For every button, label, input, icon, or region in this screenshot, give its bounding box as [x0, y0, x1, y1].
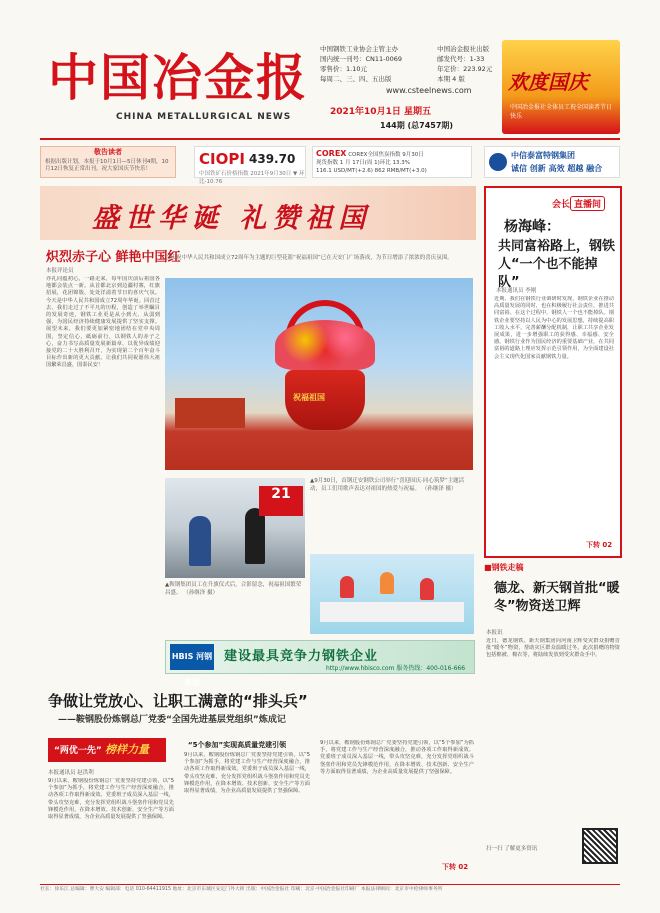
ceremony-photo[interactable]	[165, 478, 305, 578]
hbis-url: http://www.hbisco.com 服务热线：400-016-666	[326, 665, 466, 672]
feature-byline: 本报通讯员 李刚	[496, 288, 537, 294]
second-story-byline: 本报通讯员 赵洪利	[48, 770, 94, 776]
lead-body: 亦礼同蕴初心，一路走来，每年国庆前后祖国各地都会装点一新。从首都北京到边疆村寨，红旗招展，花团锦簇，处处洋溢着节日的喜庆气氛。今天是中华人民共和国成立72周年华诞。回首过去，我们走过了不平凡的历程，创造了举世瞩目的发展奇迹，钢铁工业更是从小到大、从弱到强，为国民经济持续健康发展提供了坚实支撑。展望未来，我们要更加紧密地团结在党中央周围，坚定信心，砥砺前行，以钢铁人的赤子之心，奋力书写高质量发展新篇章，以优异成绩迎接党的二十大胜利召开，为实现第二个百年奋斗目标作出新的更大贡献。让我们共同祝愿伟大祖国繁荣昌盛，国泰民安！	[46, 276, 160, 369]
ciopi-index-box[interactable]	[194, 146, 306, 185]
masthead-subtitle: CHINA METALLURGICAL NEWS	[116, 112, 292, 122]
issue-date: 2021年10月1日 星期五	[330, 107, 431, 117]
flower-basket	[275, 300, 375, 450]
lead-headline[interactable]: 炽烈赤子心 鲜艳中国红	[46, 250, 181, 265]
masthead-rule	[40, 138, 620, 140]
info-item: 国内统一刊号：CN11-0069	[320, 55, 403, 63]
notice-title: 敬告读者	[94, 148, 122, 156]
award-tag-label: “两优一先”	[54, 746, 102, 756]
basket-vase: 祝福祖国	[285, 370, 365, 430]
reader-notice	[40, 146, 176, 178]
citic-motto: 诚信 创新 高效 超越 融合	[511, 164, 603, 173]
footer-info: 社长：徐乐江 总编辑：曹大安 编辑部：电话 010-64411915 地址：北京市东城区安定门外大街 出版：中国冶金报社 印刷：北京·中国冶金报社印刷厂 本报法律顾问：北京市中伦律师事务所	[40, 884, 620, 894]
ciopi-label: 中国铁矿石价格指数 2021年9月30日 ▼ 环比-10.76	[199, 171, 305, 185]
feature-title: 共同富裕路上，钢铁人“一个也不能掉队”	[498, 239, 616, 290]
hbis-logo: HBIS 河钢集团	[170, 644, 214, 670]
children-activity-photo[interactable]	[310, 554, 474, 634]
hbis-ad[interactable]	[165, 640, 475, 687]
child-figure	[380, 572, 394, 594]
feature-jump[interactable]: 下转 02	[586, 541, 613, 549]
info-item: 年定价：223.92元	[437, 65, 493, 73]
national-day-ad-title: 欢度国庆	[508, 70, 588, 94]
feature-body: 近期，我们在钢铁行业调研时发现，钢铁企业在推动高质量发展的同时，也在积极履行社会责任，推进共同富裕。在这个过程中，钢铁人一个也不能掉队。钢铁企业要坚持以人民为中心的发展思想，持续提高职工收入水平，完善薪酬分配机制，让职工共享企业发展成果，进一步增强职工的获得感、幸福感、安全感。钢铁行业作为国民经济的重要基础产业，在共同富裕的道路上理应发挥示范引领作用，为全面建设社会主义现代化国家贡献钢铁力量。	[494, 296, 614, 360]
info-item: 中国钢铁工业协会主管主办	[320, 45, 398, 53]
info-item: 邮发代号：1-33	[437, 55, 485, 63]
info-item: 中国冶金报社出版	[437, 45, 490, 53]
issue-number: 144期 (总7457期)	[380, 121, 454, 130]
ciopi-logo: CIOPI	[199, 150, 245, 168]
celebration-banner	[40, 186, 476, 240]
warm-winter-headline[interactable]: 德龙、新天钢首批“暖冬”物资送卫辉	[494, 581, 620, 614]
corex-label: COREX全国焦炭指数 9月30日	[348, 152, 424, 158]
info-item: 每周二、三、四、五出版	[320, 75, 392, 83]
main-photo-caption: 以庆祝中华人民共和国成立72周年为主题的巨型花篮“祝福祖国”已在天安门广场落成，为节日增添了浓浓的喜庆氛围。	[165, 255, 453, 261]
second-story-col1: 9月以来，鞍钢股份炼钢总厂党委坚持党建引领，以“5个参加”为抓手，将党建工作与生产经营深度融合，推动各项工作取得新成效。党委班子成员深入基层一线，带头攻坚克难，充分发挥党组织战斗堡垒作用和党员先锋模范作用，在降本增效、技术创新、安全生产等方面取得显著成绩，为企业高质量发展提供了坚强保障。	[48, 778, 174, 821]
left-bottom-caption: ▲鞍钢集团员工在升旗仪式后，合影留念，祝福祖国繁荣昌盛。 （孙继泽 摄）	[165, 582, 302, 596]
award-tag-sub: 榜样力量	[104, 743, 149, 756]
second-story-subhead: ——鞍钢股份炼钢总厂党委“全国先进基层党组织”炼成记	[58, 715, 286, 725]
lead-byline: 本报评论员	[46, 268, 74, 274]
citic-logo-icon	[489, 153, 507, 171]
website-url[interactable]: www.csteelnews.com	[386, 86, 472, 95]
second-story-col2: 9月以来，鞍钢股份炼钢总厂党委坚持党建引领，以“5个参加”为抓手，将党建工作与生产经营深度融合，推动各项工作取得新成效。党委班子成员深入基层一线，带头攻坚克难，充分发挥党组织战斗堡垒作用和党员先锋模范作用，在降本增效、技术创新、安全生产等方面取得显著成绩，为企业高质量发展提供了坚强保障。	[184, 752, 310, 795]
feature-title-name: 杨海峰：	[504, 219, 560, 235]
citic-name: 中信泰富特钢集团	[511, 151, 575, 160]
activity-table	[320, 602, 464, 622]
masthead-title: 中国冶金报	[48, 48, 308, 107]
national-day-ad[interactable]	[502, 40, 620, 134]
corex-index-box[interactable]	[312, 146, 472, 178]
corex-line3: 862 RMB/MT(+3.0)	[374, 168, 427, 174]
feature-tag: 会长 直播间	[552, 196, 605, 211]
child-figure	[420, 578, 434, 600]
national-day-ad-sub: 中国冶金报社全体员工祝全国读者节日快乐	[510, 104, 613, 120]
sign-board: 21	[259, 486, 303, 516]
section-label: ■钢铁走稿	[484, 563, 524, 572]
hbis-slogan: 建设最具竞争力钢铁企业	[224, 649, 379, 664]
warm-winter-byline: 本报讯	[486, 630, 503, 636]
corex-line2: 116.1 USD/MT(+2.6)	[316, 168, 373, 174]
corex-line1: 现货指数 1 月 17日(周 1)环比 13.3%	[316, 160, 411, 166]
second-story-kicker: “5个参加”实现高质量党建引领	[188, 741, 287, 749]
right-photo-caption: ▲9月30日，首钢迁安钢铁公司举行“喜迎国庆·同心筑梦”主题活动，员工们用歌声表达对祖国的热爱与祝福。 （孙继泽 摄）	[310, 478, 465, 492]
ciopi-value: 439.70	[249, 152, 296, 166]
second-story-jump[interactable]: 下转 02	[442, 863, 469, 871]
info-item: 本期 4 版	[437, 75, 465, 83]
banner-text: 盛世华诞 礼赞祖国	[92, 203, 372, 234]
basket-flowers	[275, 320, 375, 370]
second-story-col3: 9月以来，鞍钢股份炼钢总厂党委坚持党建引领，以“5个参加”为抓手，将党建工作与生产经营深度融合，推动各项工作取得新成效。党委班子成员深入基层一线，带头攻坚克难，充分发挥党组织战斗堡垒作用和党员先锋模范作用，在降本增效、技术创新、安全生产等方面取得显著成绩，为企业高质量发展提供了坚强保障。	[320, 740, 474, 775]
info-item: 零售价：1.10元	[320, 65, 367, 73]
child-figure	[340, 576, 354, 598]
warm-winter-body: 近日，德龙钢铁、新天钢集团向河南卫辉受灾群众捐赠首批“暖冬”物资，帮助灾区群众温暖过冬。此次捐赠的物资包括棉被、棉衣等，将陆续发放到受灾群众手中。	[486, 638, 620, 659]
second-story-headline[interactable]: 争做让党放心、让职工满意的“排头兵”	[48, 692, 308, 710]
citic-steel-ad[interactable]	[484, 146, 620, 178]
qr-code[interactable]	[582, 828, 618, 864]
official-figure	[245, 508, 265, 564]
tiananmen-shape	[175, 398, 245, 428]
qr-caption: 扫一扫 了解更多资讯	[486, 846, 538, 852]
award-tag	[48, 738, 166, 762]
flower-basket-photo[interactable]	[165, 278, 473, 470]
feature-box[interactable]	[484, 186, 622, 558]
corex-brand: COREX	[316, 149, 347, 158]
photographer-figure	[189, 516, 211, 566]
notice-body: 根据出版计划，本报于10月1日—5日休刊4期，10月12日恢复正常出刊，祝大家国庆节快乐！	[45, 159, 169, 172]
